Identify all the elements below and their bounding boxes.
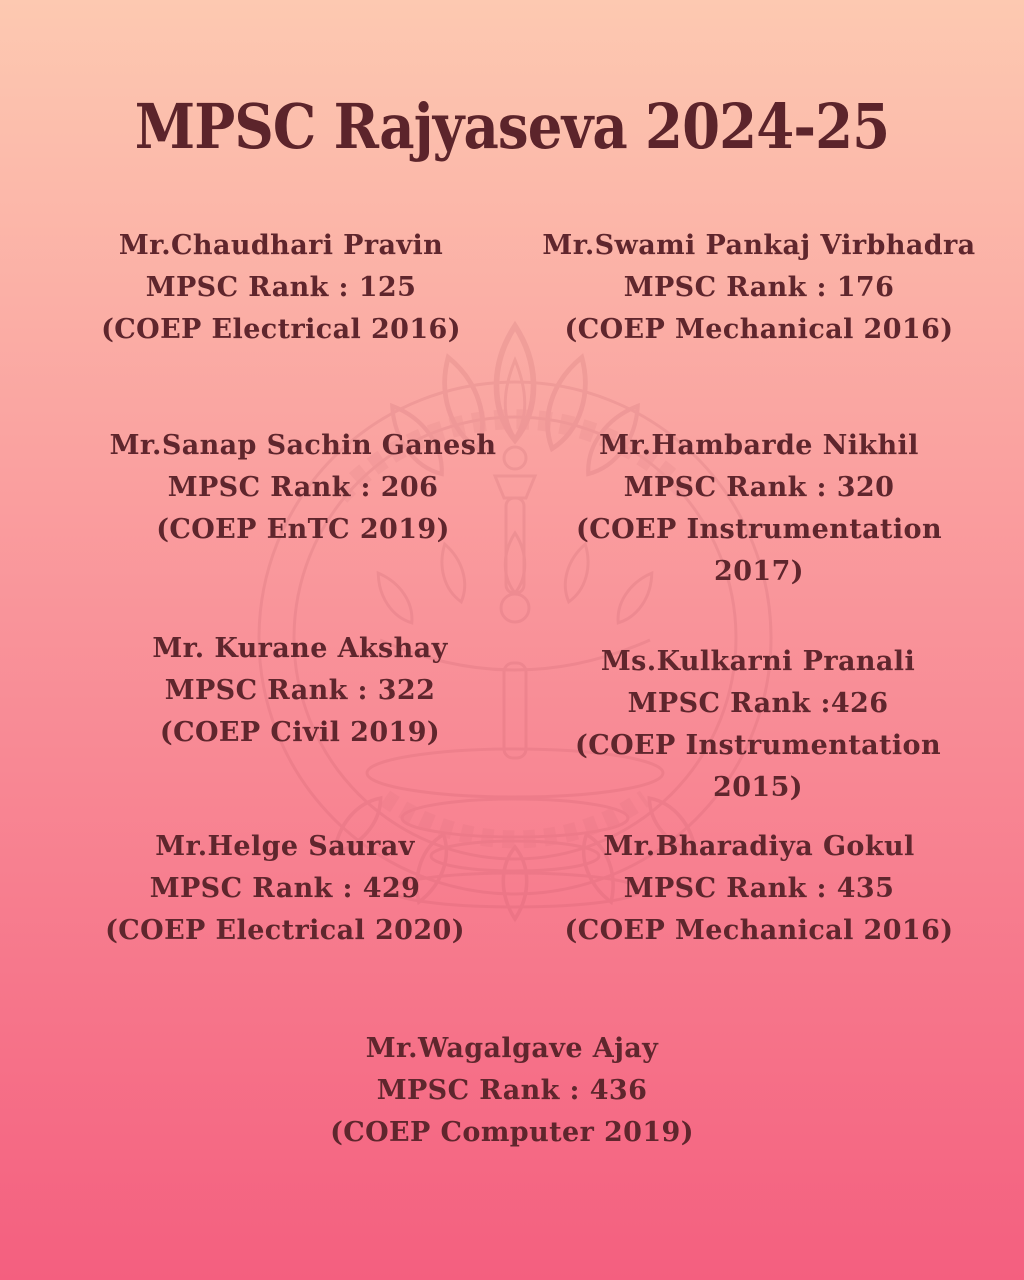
- college-detail: (COEP Instrumentation 2017): [576, 514, 942, 587]
- college-detail: (COEP Electrical 2016): [101, 314, 461, 345]
- awardee-entry: [287, 1028, 737, 1154]
- college-detail: (COEP Instrumentation 2015): [575, 730, 941, 803]
- mpsc-rank: MPSC Rank : 322: [164, 675, 436, 706]
- awardee-name: Mr.Helge Saurav: [155, 831, 415, 862]
- awardee-name: Mr.Swami Pankaj Virbhadra: [542, 230, 976, 261]
- awardee-entry: [530, 826, 988, 952]
- awardee-name: Mr.Hambarde Nikhil: [599, 430, 919, 461]
- awardee-entry: [60, 826, 510, 952]
- college-detail: (COEP Electrical 2020): [105, 915, 465, 946]
- mpsc-rank: MPSC Rank : 320: [623, 472, 895, 503]
- awardee-entry: [530, 225, 988, 351]
- awardee-entry: [528, 641, 988, 809]
- awardee-name: Mr.Bharadiya Gokul: [603, 831, 915, 862]
- poster-title: MPSC Rajyaseva 2024-25: [134, 90, 890, 163]
- mpsc-rank: MPSC Rank : 436: [376, 1075, 648, 1106]
- awardee-entry: [530, 425, 988, 593]
- college-detail: (COEP EnTC 2019): [156, 514, 450, 545]
- mpsc-rank: MPSC Rank : 429: [149, 873, 421, 904]
- college-detail: (COEP Mechanical 2016): [564, 915, 954, 946]
- awardee-name: Mr.Chaudhari Pravin: [118, 230, 444, 261]
- mpsc-rank: MPSC Rank : 125: [145, 272, 417, 303]
- college-detail: (COEP Computer 2019): [330, 1117, 694, 1148]
- mpsc-rank: MPSC Rank : 176: [623, 272, 895, 303]
- awardee-name: Mr.Sanap Sachin Ganesh: [109, 430, 497, 461]
- college-detail: (COEP Mechanical 2016): [564, 314, 954, 345]
- awardee-entry: [75, 628, 525, 754]
- awardee-name: Ms.Kulkarni Pranali: [600, 646, 916, 677]
- awardee-name: Mr.Wagalgave Ajay: [365, 1033, 659, 1064]
- awardee-entry: [56, 225, 506, 351]
- awardee-name: Mr. Kurane Akshay: [152, 633, 448, 664]
- awardee-entry: [78, 425, 528, 551]
- mpsc-rank: MPSC Rank : 435: [623, 873, 895, 904]
- mpsc-rank: MPSC Rank : 206: [167, 472, 439, 503]
- college-detail: (COEP Civil 2019): [159, 717, 441, 748]
- mpsc-rank: MPSC Rank :426: [627, 688, 889, 719]
